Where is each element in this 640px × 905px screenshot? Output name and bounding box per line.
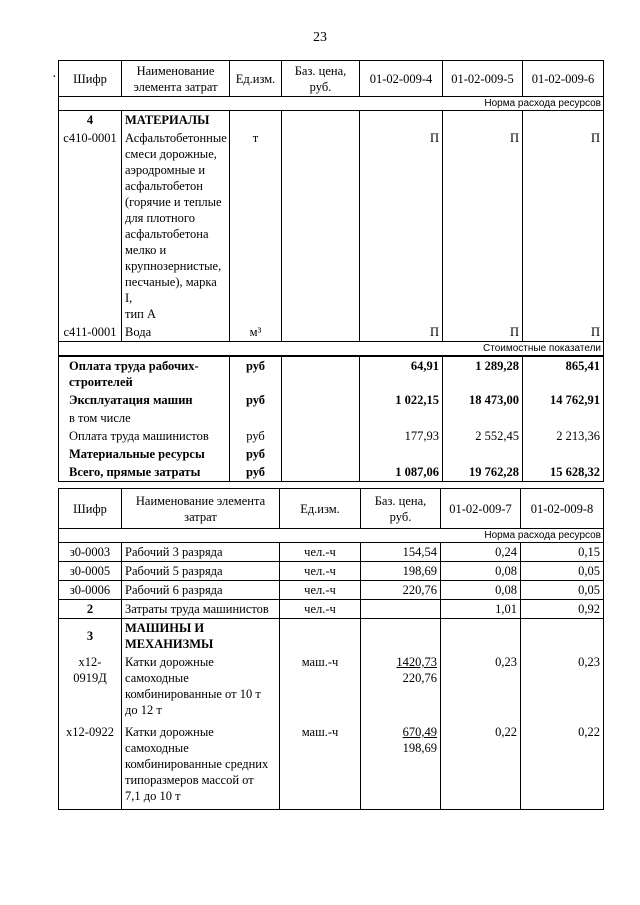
cost-label: Стоимостные показатели: [59, 342, 604, 357]
cost-val-6: 865,41: [523, 356, 604, 391]
norm-label: Норма расхода ресурсов: [59, 529, 604, 543]
machine-val-7: 0,23: [441, 653, 521, 723]
machine-unit: маш.-ч: [280, 653, 361, 723]
machine-val-8: 0,22: [521, 723, 604, 809]
cost-val-5: 1 289,28: [443, 356, 523, 391]
machine-price: 670,49 198,69: [361, 723, 441, 809]
row-code: с411-0001: [59, 323, 122, 342]
row-unit: чел.-ч: [280, 581, 361, 600]
section-unit: чел.-ч: [280, 600, 361, 619]
norm-label: Норма расхода ресурсов: [59, 97, 604, 111]
row-unit: чел.-ч: [280, 543, 361, 562]
cost-val-6: 2 213,36: [523, 427, 604, 445]
row-val-7: 0,08: [441, 562, 521, 581]
row-val-4: П: [360, 323, 443, 342]
row-unit: т: [230, 129, 282, 323]
header-name: Наименование элемента затрат: [122, 489, 280, 529]
header-name: Наименование элемента затрат: [122, 61, 230, 97]
cost-val-5: 18 473,00: [443, 391, 523, 409]
header-unit: Ед.изм.: [280, 489, 361, 529]
header-code: Шифр: [59, 489, 122, 529]
cost-name: в том числе: [59, 409, 230, 427]
header-unit: Ед.изм.: [230, 61, 282, 97]
margin-dot: ·: [52, 70, 57, 85]
section-val-8: 0,92: [521, 600, 604, 619]
machine-unit: маш.-ч: [280, 723, 361, 809]
row-val-5: П: [443, 129, 523, 323]
cost-val-6: 14 762,91: [523, 391, 604, 409]
resource-table-1: [58, 60, 604, 482]
row-code: з0-0006: [59, 581, 122, 600]
row-name: Вода: [122, 323, 230, 342]
row-val-4: П: [360, 129, 443, 323]
header-price: Баз. цена, руб.: [361, 489, 441, 529]
machine-code: х12-0919Д: [59, 653, 122, 723]
header-price: Баз. цена, руб.: [282, 61, 360, 97]
cost-val-6: 15 628,32: [523, 463, 604, 482]
cost-name: Всего, прямые затраты: [59, 463, 230, 482]
row-name: Асфальтобетонные смеси дорожные, аэродромные и асфальтобетон (горячие и теплые для плотного асфальтобетона мелко и крупнозернистые, песчаные), марка I, тип А: [122, 129, 230, 323]
cost-unit: руб: [230, 356, 282, 391]
cost-unit: руб: [230, 445, 282, 463]
section-name: Затраты труда машинистов: [122, 600, 280, 619]
section-val-7: 1,01: [441, 600, 521, 619]
header-col-7: 01-02-009-7: [441, 489, 521, 529]
row-name: Рабочий 6 разряда: [122, 581, 280, 600]
machine-val-8: 0,23: [521, 653, 604, 723]
section-title: МАТЕРИАЛЫ: [122, 111, 230, 130]
row-price: 154,54: [361, 543, 441, 562]
row-val-8: 0,05: [521, 581, 604, 600]
row-price: 198,69: [361, 562, 441, 581]
row-val-5: П: [443, 323, 523, 342]
row-val-8: 0,15: [521, 543, 604, 562]
section-number: 2: [59, 600, 122, 619]
machine-price: 1420,73 220,76: [361, 653, 441, 723]
header-col-4: 01-02-009-4: [360, 61, 443, 97]
cost-val-4: 64,91: [360, 356, 443, 391]
section-title: МАШИНЫ И МЕХАНИЗМЫ: [122, 619, 280, 654]
row-val-8: 0,05: [521, 562, 604, 581]
row-val-7: 0,08: [441, 581, 521, 600]
row-price: 220,76: [361, 581, 441, 600]
cost-name: Материальные ресурсы: [59, 445, 230, 463]
machine-name: Катки дорожные самоходные комбинированные от 10 т до 12 т: [122, 653, 280, 723]
page-number: 23: [313, 30, 327, 45]
header-col-8: 01-02-009-8: [521, 489, 604, 529]
row-name: Рабочий 3 разряда: [122, 543, 280, 562]
row-val-6: П: [523, 323, 604, 342]
row-unit: чел.-ч: [280, 562, 361, 581]
cost-val-5: 19 762,28: [443, 463, 523, 482]
machine-val-7: 0,22: [441, 723, 521, 809]
header-code: Шифр: [59, 61, 122, 97]
resource-table-2: [58, 488, 604, 810]
row-val-7: 0,24: [441, 543, 521, 562]
machine-code: х12-0922: [59, 723, 122, 809]
header-col-5: 01-02-009-5: [443, 61, 523, 97]
section-number: 3: [59, 619, 122, 654]
cost-val-5: 2 552,45: [443, 427, 523, 445]
row-code: с410-0001: [59, 129, 122, 323]
cost-unit: руб: [230, 427, 282, 445]
cost-unit: руб: [230, 391, 282, 409]
machine-name: Катки дорожные самоходные комбинированные средних типоразмеров массой от 7,1 до 10 т: [122, 723, 280, 809]
row-val-6: П: [523, 129, 604, 323]
header-col-6: 01-02-009-6: [523, 61, 604, 97]
cost-name: Оплата труда рабочих-строителей: [59, 356, 230, 391]
row-name: Рабочий 5 разряда: [122, 562, 280, 581]
section-number: 4: [59, 111, 122, 130]
cost-unit: руб: [230, 463, 282, 482]
cost-val-4: 177,93: [360, 427, 443, 445]
cost-val-4: 1 087,06: [360, 463, 443, 482]
cost-val-4: 1 022,15: [360, 391, 443, 409]
cost-name: Эксплуатация машин: [59, 391, 230, 409]
row-code: з0-0005: [59, 562, 122, 581]
row-code: з0-0003: [59, 543, 122, 562]
cost-name: Оплата труда машинистов: [59, 427, 230, 445]
row-unit: м³: [230, 323, 282, 342]
